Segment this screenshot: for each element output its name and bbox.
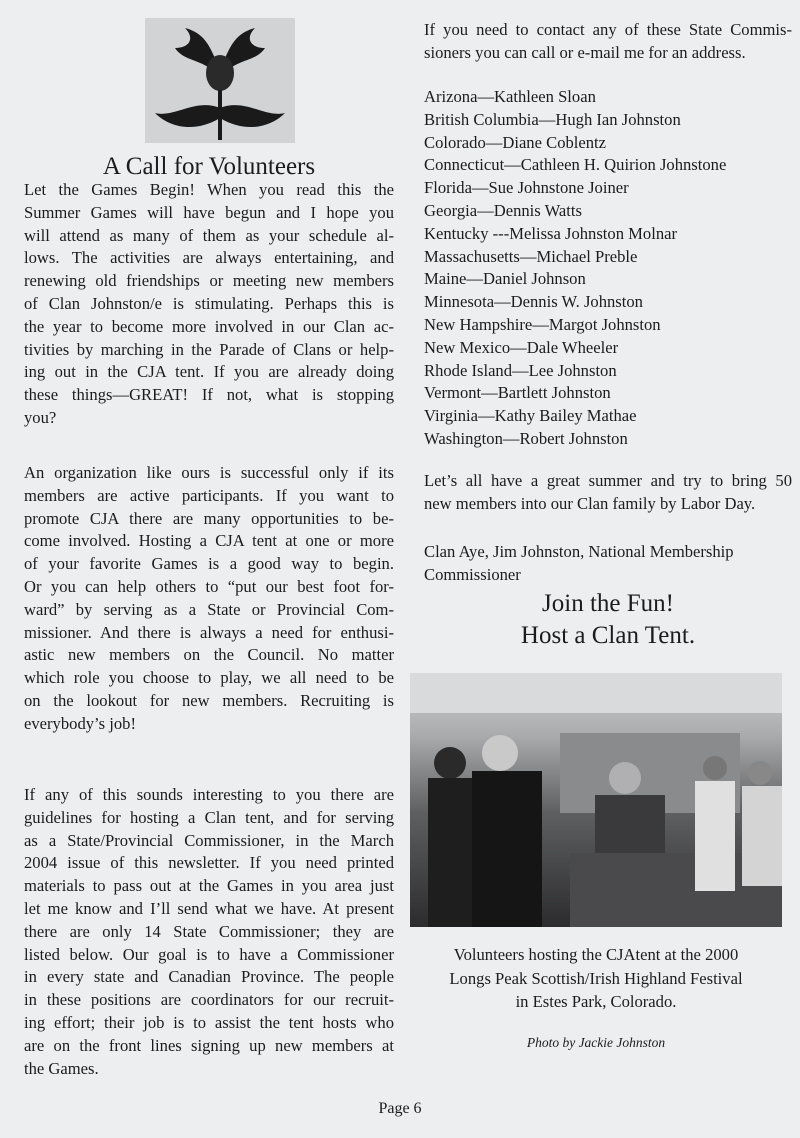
text-line: let me know and I’ll send what we have. At present [24, 898, 394, 918]
caption-line: Volunteers hosting the CJAtent at the 2000 [453, 945, 739, 964]
text-line: Kentucky ---Melissa Johnston Molnar [424, 223, 678, 243]
text-line: Summer Games will have begun and I hope you [24, 202, 394, 222]
text-line: promote CJA there are many opportunities to be- [24, 508, 394, 528]
text-line: members are active participants. If you want to [24, 485, 394, 505]
text-line: in these positions are coordinators for our recruit- [24, 990, 394, 1010]
paragraph-2 [24, 462, 394, 736]
text-line: New Hampshire—Margot Johnston [424, 314, 661, 334]
text-line: everybody’s job! [24, 713, 136, 733]
text-line: as a State/Provincial Commissioner, in the March [24, 830, 394, 850]
text-line: Massachusetts—Michael Preble [424, 246, 638, 266]
heading-join-the-fun: Join the Fun! [542, 590, 674, 617]
text-line: of your favorite Games is a good way to begin. [24, 554, 394, 574]
thistle-illustration [145, 18, 295, 143]
text-line: Rhode Island—Lee Johnston [424, 360, 617, 380]
thistle-icon [145, 18, 295, 143]
volunteers-photo-icon [410, 673, 782, 927]
text-line: tivities by marching in the Parade of Clans or help- [24, 339, 394, 359]
commissioner-list [424, 86, 792, 451]
text-line: listed below. Our goal is to have a Commissioner [24, 944, 394, 964]
text-line: new members into our Clan family by Labor Day. [424, 493, 756, 513]
text-line: Vermont—Bartlett Johnston [424, 383, 611, 403]
text-line: Connecticut—Cathleen H. Quirion Johnstone [424, 155, 727, 175]
text-line: Georgia—Dennis Watts [424, 200, 582, 220]
text-line: Colorado—Diane Coblentz [424, 132, 607, 152]
text-line: British Columbia—Hugh Ian Johnston [424, 109, 681, 129]
photo-caption [410, 943, 782, 1014]
text-line: New Mexico—Dale Wheeler [424, 337, 619, 357]
article-title: A Call for Volunteers [102, 153, 316, 180]
text-line: there are only 14 State Commissioner; they are [24, 921, 394, 941]
heading-host-a-clan-tent: Host a Clan Tent. [520, 622, 696, 649]
text-line: Washington—Robert Johnston [424, 428, 628, 448]
text-line: sioners you can call or e-mail me for an address. [424, 42, 746, 62]
text-line: Maine—Daniel Johnson [424, 269, 586, 289]
text-line: Or you can help others to “put our best foot for- [24, 576, 394, 596]
page-number: Page 6 [378, 1100, 422, 1117]
text-line: on the lookout for new members. Recruiting is [24, 690, 394, 710]
paragraph-3 [24, 784, 394, 1080]
tent-photo [410, 673, 782, 927]
text-line: Arizona—Kathleen Sloan [424, 87, 596, 106]
signature [424, 541, 792, 587]
text-line: renewing old friendships or meeting new members [24, 271, 394, 291]
text-line: astic new members on the Council. No matter [24, 645, 394, 665]
text-line: are on the front lines signing up new members at [24, 1035, 394, 1055]
text-line: the year to become more involved in our Clan ac- [24, 316, 394, 336]
text-line: these things—GREAT! If not, what is stopping [24, 385, 394, 405]
text-line: ward” by serving as a State or Provincial Com- [24, 599, 394, 619]
text-line: ing out in the CJA tent. If you are already doing [24, 362, 394, 382]
text-line: missioner. And there is always a need for enthusi- [24, 622, 394, 642]
photo-credit: Photo by Jackie Johnston [526, 1035, 666, 1050]
text-line: ing effort; their job is to assist the tent hosts who [24, 1012, 394, 1032]
text-line: of Clan Johnston/e is stimulating. Perhaps this is [24, 293, 394, 313]
text-line: If any of this sounds interesting to you there are [24, 785, 394, 804]
text-line: you? [24, 407, 57, 427]
text-line: materials to pass out at the Games in you area just [24, 876, 394, 896]
contact-intro [424, 19, 792, 65]
text-line: guidelines for hosting a Clan tent, and for serving [24, 807, 394, 827]
paragraph-1 [24, 179, 394, 430]
text-line: lows. The activities are always entertaining, and [24, 248, 394, 268]
text-line: will attend as many of them as your schedule al- [24, 225, 394, 245]
caption-line: Longs Peak Scottish/Irish Highland Festival [449, 968, 743, 988]
text-line: Let the Games Begin! When you read this the [24, 180, 394, 199]
text-line: An organization like ours is successful only if its [24, 463, 394, 482]
text-line: Virginia—Kathy Bailey Mathae [424, 406, 637, 426]
text-line: Commissioner [424, 564, 521, 584]
text-line: If you need to contact any of these State Commis- [424, 20, 792, 39]
text-line: 2004 issue of this newsletter. If you need printed [24, 853, 394, 873]
text-line: Let’s all have a great summer and try to bring 50 [424, 471, 792, 490]
text-line: the Games. [24, 1058, 99, 1078]
text-line: Minnesota—Dennis W. Johnston [424, 292, 643, 312]
text-line: Florida—Sue Johnstone Joiner [424, 178, 629, 198]
text-line: come involved. Hosting a CJA tent at one or more [24, 531, 394, 551]
closing-paragraph [424, 470, 792, 516]
text-line: Clan Aye, Jim Johnston, National Membership [424, 542, 734, 561]
text-line: in every state and Canadian Province. The people [24, 967, 394, 987]
caption-line: in Estes Park, Colorado. [515, 992, 677, 1011]
text-line: which role you choose to play, we all need to be [24, 668, 394, 688]
